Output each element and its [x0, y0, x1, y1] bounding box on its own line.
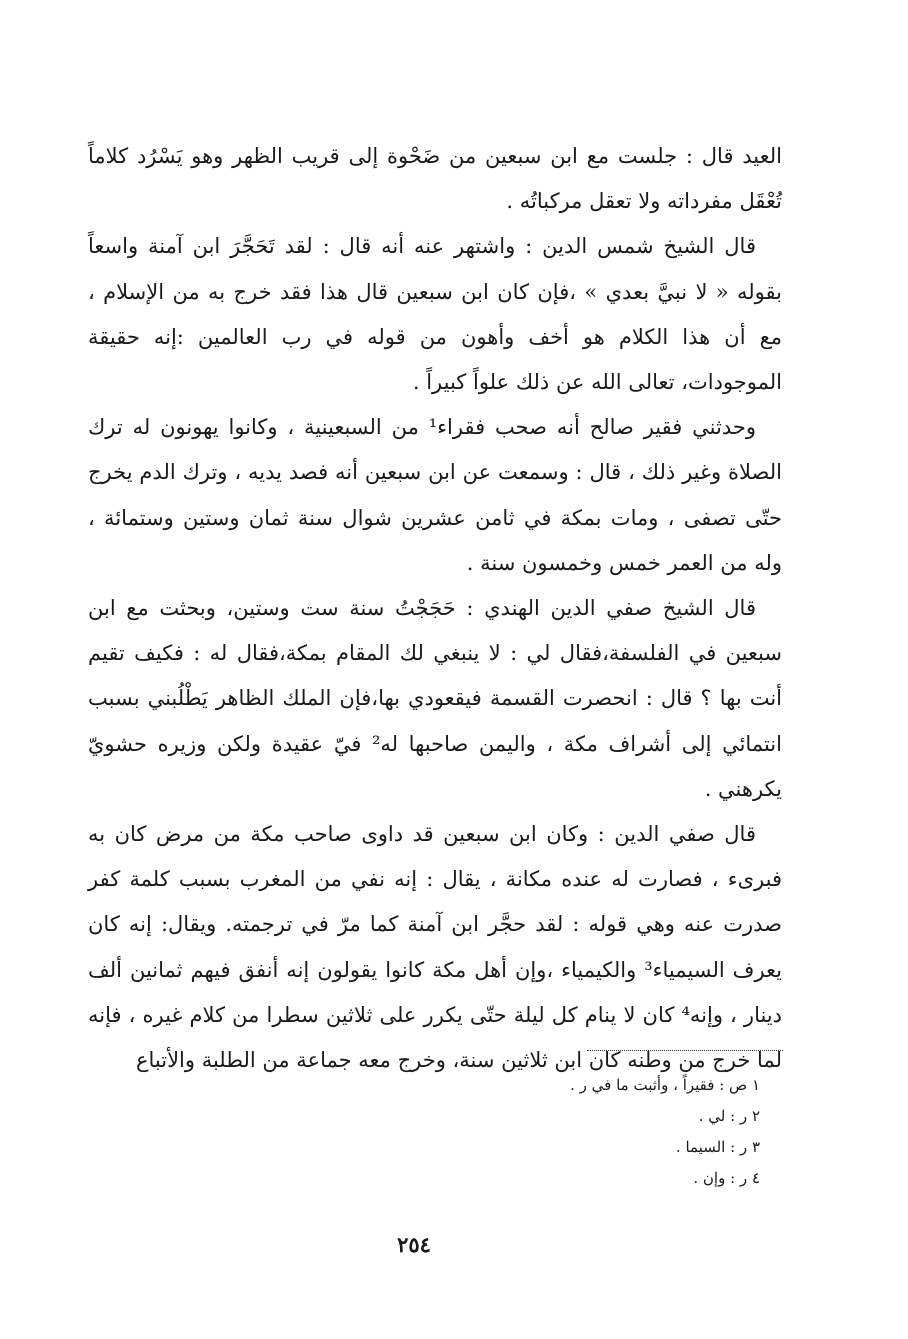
footnote-3: ٣ ر : السيما .: [675, 1138, 760, 1156]
page-number: ٢٥٤: [397, 1232, 431, 1257]
paragraph-1: العيد قال : جلست مع ابن سبعين من ضَحْوة إلى قريب الظهر وهو يَسْرُد كلاماً تُعْقَل مفرداته ولا تعقل مركباتُه .: [88, 144, 782, 214]
paragraph-2: قال الشيخ شمس الدين : واشتهر عنه أنه قال : لقد تَحَجَّرَ ابن آمنة واسعاً بقوله « لا نبيَّ بعدي » ،فإن كان ابن سبعين قال هذا فقد خرج به من الإسلام ، مع أن هذا الكلام هو أخف وأهون من قوله في رب العالمين :إنه حقيقة الموجودات، تعالى الله عن ذلك علواً كبيراً .: [88, 234, 782, 395]
paragraph-4: قال الشيخ صفي الدين الهندي : حَجَجْتُ سنة ست وستين، وبحثت مع ابن سبعين في الفلسفة،فقال لي : لا ينبغي لك المقام بمكة،فقال له : فكيف تقيم أنت بها ؟ قال : انحصرت القسمة فيقعودي بها،فإن الملك الظاهر يَطْلُبني بسبب انتمائي إلى أشراف مكة ، واليمن صاحبها له² فيّ عقيدة ولكن وزيره حشويّ يكرهني .: [88, 596, 782, 801]
paragraph-5: قال صفي الدين : وكان ابن سبعين قد داوى صاحب مكة من مرض كان به فبرىء ، فصارت له عنده مكانة ، يقال : إنه نفي من المغرب بسبب كلمة كفر صدرت عنه وهي قوله : لقد حجَّر ابن آمنة كما مرّ في ترجمته. ويقال: إنه كان يعرف السيمياء³ والكيمياء ،وإن أهل مكة كانوا يقولون إنه أنفق فيهم ثمانين ألف دينار ، وإنه⁴ كان لا ينام كل ليلة حتّى يكرر على ثلاثين سطرا من كلام غيره ، فإنه لما خرج من وطنه كان ابن ثلاثين سنة، وخرج معه جماعة من الطلبة والأتباع: [88, 822, 783, 1073]
footnote-2: ٢ ر : لي .: [698, 1107, 760, 1125]
paragraph-3: وحدثني فقير صالح أنه صحب فقراء¹ من السبعينية ، وكانوا يهونون له ترك الصلاة وغير ذلك ، قال : وسمعت عن ابن سبعين أنه فصد يديه ، وترك الدم يخرج حتّى تصفى ، ومات بمكة في ثامن عشرين شوال سنة ثمان وستين وستمائة ، وله من العمر خمس وخمسون سنة .: [88, 415, 782, 575]
footnote-1: ١ ص : فقيراً ، وأثبت ما في ر .: [570, 1076, 760, 1094]
footnote-separator: [587, 1050, 783, 1051]
footnote-4: ٤ ر : وإن .: [693, 1169, 760, 1187]
footnotes: [400, 1070, 760, 1194]
main-text-block: [88, 134, 782, 1083]
